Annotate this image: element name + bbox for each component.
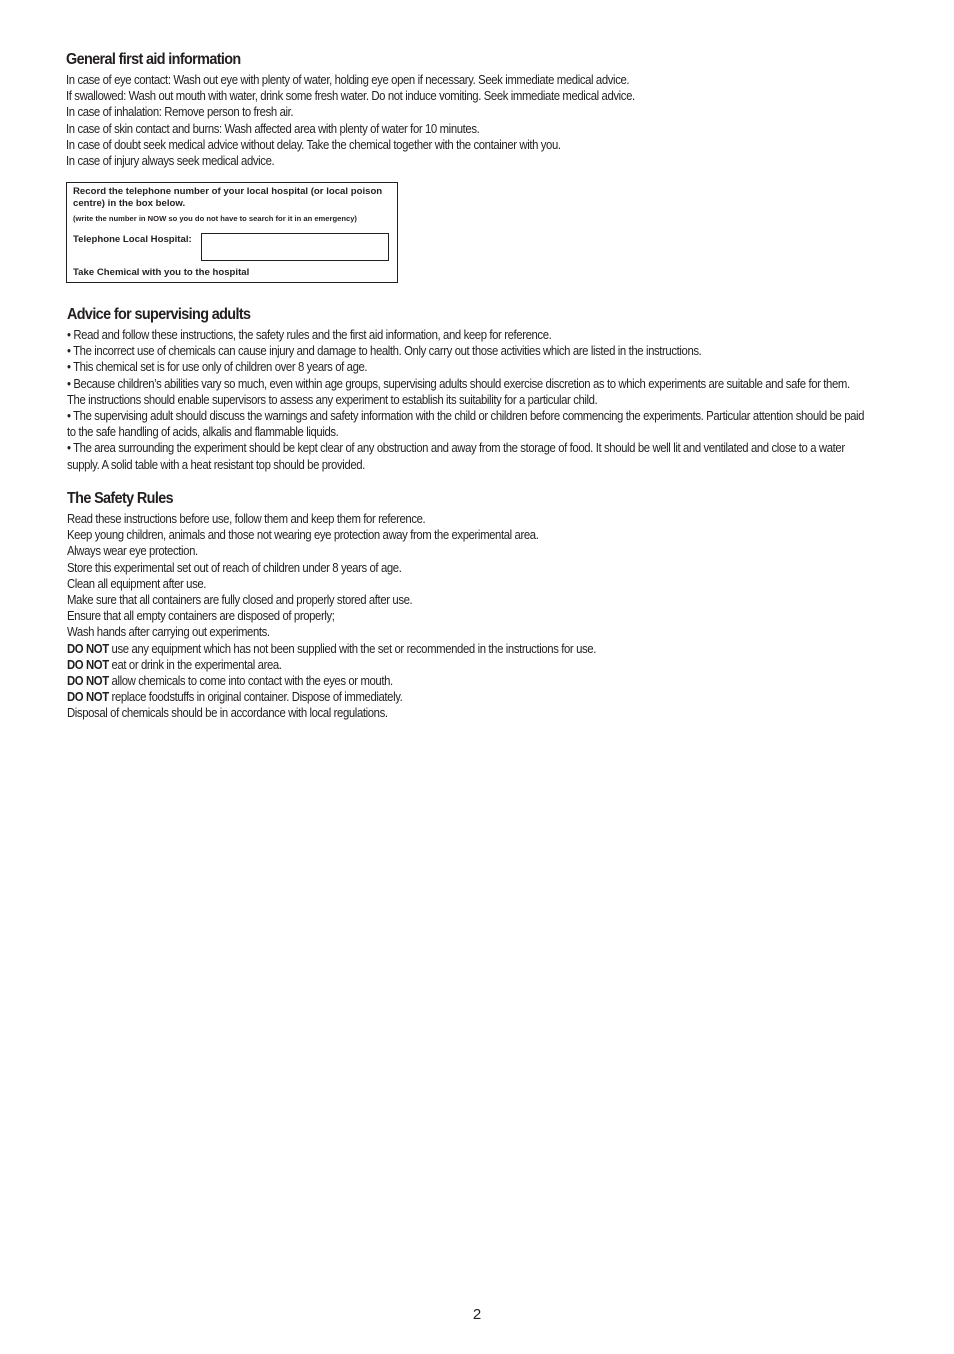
phone-label: Telephone Local Hospital:: [73, 234, 192, 245]
do-not-label: DO NOT: [67, 640, 109, 656]
do-not-label: DO NOT: [67, 673, 109, 689]
advice-item: • The supervising adult should discuss the warnings and safety information with the child or children before commencing the experiments. Particular attention should be paid to the safe handling of acids, alkalis and flammable liquids.: [67, 408, 865, 440]
first-aid-line: In case of eye contact: Wash out eye with plenty of water, holding eye open if necessary. Seek immediate medical advice.: [66, 72, 630, 87]
first-aid-line: In case of inhalation: Remove person to fresh air.: [66, 104, 294, 120]
hospital-phone-field[interactable]: [201, 233, 389, 261]
safety-rule: Make sure that all containers are fully closed and properly stored after use.: [67, 592, 413, 608]
advice-section: [67, 305, 867, 473]
advice-item: • The incorrect use of chemicals can cause injury and damage to health. Only carry out those activities which are listed in the instructions.: [67, 343, 702, 359]
hospital-box-note: (write the number in NOW so you do not have to search for it in an emergency): [73, 214, 357, 223]
page-number: 2: [472, 1306, 482, 1323]
advice-heading: Advice for supervising adults: [67, 306, 251, 323]
hospital-box-title: Record the telephone number of your local hospital (or local poison centre) in the box below.: [73, 186, 383, 209]
safety-rule: Read these instructions before use, follow them and keep them for reference.: [67, 511, 426, 526]
first-aid-section: [66, 50, 866, 169]
safety-rule: Always wear eye protection.: [67, 543, 198, 559]
do-not-rule: [67, 641, 755, 657]
do-not-rule: [67, 689, 755, 705]
safety-rule: Clean all equipment after use.: [67, 575, 207, 591]
do-not-label: DO NOT: [67, 689, 109, 705]
first-aid-heading: General first aid information: [66, 51, 241, 68]
do-not-text: use any equipment which has not been supplied with the set or recommended in the instructions for use.: [108, 640, 596, 656]
do-not-text: replace foodstuffs in original container. Dispose of immediately.: [108, 689, 403, 705]
advice-item: • The area surrounding the experiment should be kept clear of any obstruction and away from the storage of food. It should be well lit and ventilated and close to a water supply. A solid table with a heat resistant top should be provided.: [67, 440, 845, 472]
first-aid-line: In case of injury always seek medical advice.: [66, 153, 275, 169]
do-not-rule: [67, 657, 755, 673]
hospital-phone-box: [66, 182, 398, 283]
advice-item: • Because children’s abilities vary so much, even within age groups, supervising adults should exercise discretion as to which experiments are suitable and safe for them. The instructions should enable supervisors to assess any experiment to establish its suitability for a particular child.: [67, 375, 850, 407]
safety-rule: Store this experimental set out of reach of children under 8 years of age.: [67, 559, 402, 575]
safety-rule-closing: Disposal of chemicals should be in accordance with local regulations.: [67, 705, 388, 721]
phone-row: [73, 234, 192, 245]
do-not-text: eat or drink in the experimental area.: [108, 656, 282, 672]
safety-rule: Wash hands after carrying out experiments.: [67, 624, 270, 640]
first-aid-line: In case of skin contact and burns: Wash affected area with plenty of water for 10 minutes.: [66, 120, 480, 136]
hospital-box-footer: Take Chemical with you to the hospital: [73, 267, 250, 278]
advice-item: • This chemical set is for use only of children over 8 years of age.: [67, 359, 368, 375]
first-aid-line: In case of doubt seek medical advice without delay. Take the chemical together with the container with you.: [66, 136, 561, 152]
do-not-label: DO NOT: [67, 656, 109, 672]
first-aid-line: If swallowed: Wash out mouth with water, drink some fresh water. Do not induce vomiting. Seek immediate medical advice.: [66, 88, 635, 104]
safety-rules-heading: The Safety Rules: [67, 490, 173, 507]
safety-rule: Ensure that all empty containers are disposed of properly;: [67, 608, 335, 624]
safety-rule: Keep young children, animals and those not wearing eye protection away from the experimental area.: [67, 527, 539, 543]
safety-rules-section: [67, 489, 867, 722]
advice-item: • Read and follow these instructions, the safety rules and the first aid information, and keep for reference.: [67, 327, 552, 342]
do-not-rule: [67, 673, 755, 689]
do-not-text: allow chemicals to come into contact with the eyes or mouth.: [108, 673, 393, 689]
